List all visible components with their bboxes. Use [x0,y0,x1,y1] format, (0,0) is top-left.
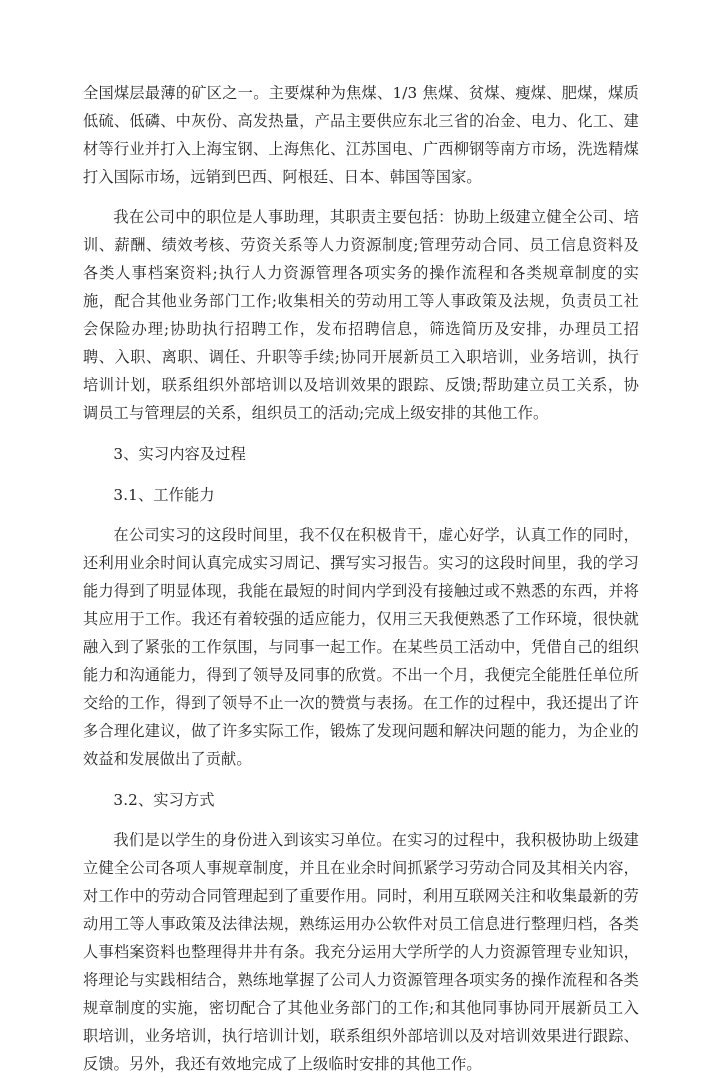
paragraph-internship-method: 我们是以学生的身份进入到该实习单位。在实习的过程中，我积极协助上级建立健全公司各项人事规章制度，并且在业余时间抓紧学习劳动合同及其相关内容，对工作中的劳动合同管理起到了重要作用。同时，利用互联网关注和收集最新的劳动用工等人事政策及法律法规，熟练运用办公软件对员工信息进行整理归档，各类人事档案资料也整理得井井有条。我充分运用大学所学的人力资源管理专业知识，将理论与实践相结合，熟练地掌握了公司人力资源管理各项实务的操作流程和各类规章制度的实施，密切配合了其他业务部门的工作;和其他同事协同开展新员工入职培训，业务培训，执行培训计划，联系组织外部培训以及对培训效果进行跟踪、反馈。另外，我还有效地完成了上级临时安排的其他工作。 [83,831,639,1073]
heading-section-3-1: 3.1、工作能力 [113,486,215,504]
heading-section-3: 3、实习内容及过程 [113,445,246,463]
document-text-column [83,79,639,1078]
heading-section-3-2: 3.2、实习方式 [113,791,215,809]
paragraph-work-ability: 在公司实习的这段时间里，我不仅在积极肯干，虚心好学，认真工作的同时，还利用业余时间认真完成实习周记、撰写实习报告。实习的这段时间里，我的学习能力得到了明显体现，我能在最短的时间内学到没有接触过或不熟悉的东西，并将其应用于工作。我还有着较强的适应能力，仅用三天我便熟悉了工作环境，很快就融入到了紧张的工作氛围，与同事一起工作。在某些员工活动中，凭借自己的组织能力和沟通能力，得到了领导及同事的欣赏。不出一个月，我便完全能胜任单位所交给的工作，得到了领导不止一次的赞赏与表扬。在工作的过程中，我还提出了许多合理化建议，做了许多实际工作，锻炼了发现问题和解决问题的能力，为企业的效益和发展做出了贡献。 [83,526,639,768]
paragraph-company-coal-overview: 全国煤层最薄的矿区之一。主要煤种为焦煤、1/3 焦煤、贫煤、瘦煤、肥煤，煤质低硫、低磷、中灰份、高发热量，产品主要供应东北三省的冶金、电力、化工、建材等行业并打入上海宝钢、上海焦化、江苏国电、广西柳钢等南方市场，洗选精煤打入国际市场，远销到巴西、阿根廷、日本、韩国等国家。 [83,84,639,186]
paragraph-job-duties: 我在公司中的职位是人事助理，其职责主要包括：协助上级建立健全公司、培训、薪酬、绩效考核、劳资关系等人力资源制度;管理劳动合同、员工信息资料及各类人事档案资料;执行人力资源管理各项实务的操作流程和各类规章制度的实施，配合其他业务部门工作;收集相关的劳动用工等人事政策及法规，负责员工社会保险办理;协助执行招聘工作，发布招聘信息，筛选简历及安排，办理员工招聘、入职、离职、调任、升职等手续;协同开展新员工入职培训，业务培训，执行培训计划，联系组织外部培训以及培训效果的跟踪、反馈;帮助建立员工关系，协调员工与管理层的关系，组织员工的活动;完成上级安排的其他工作。 [83,208,639,422]
